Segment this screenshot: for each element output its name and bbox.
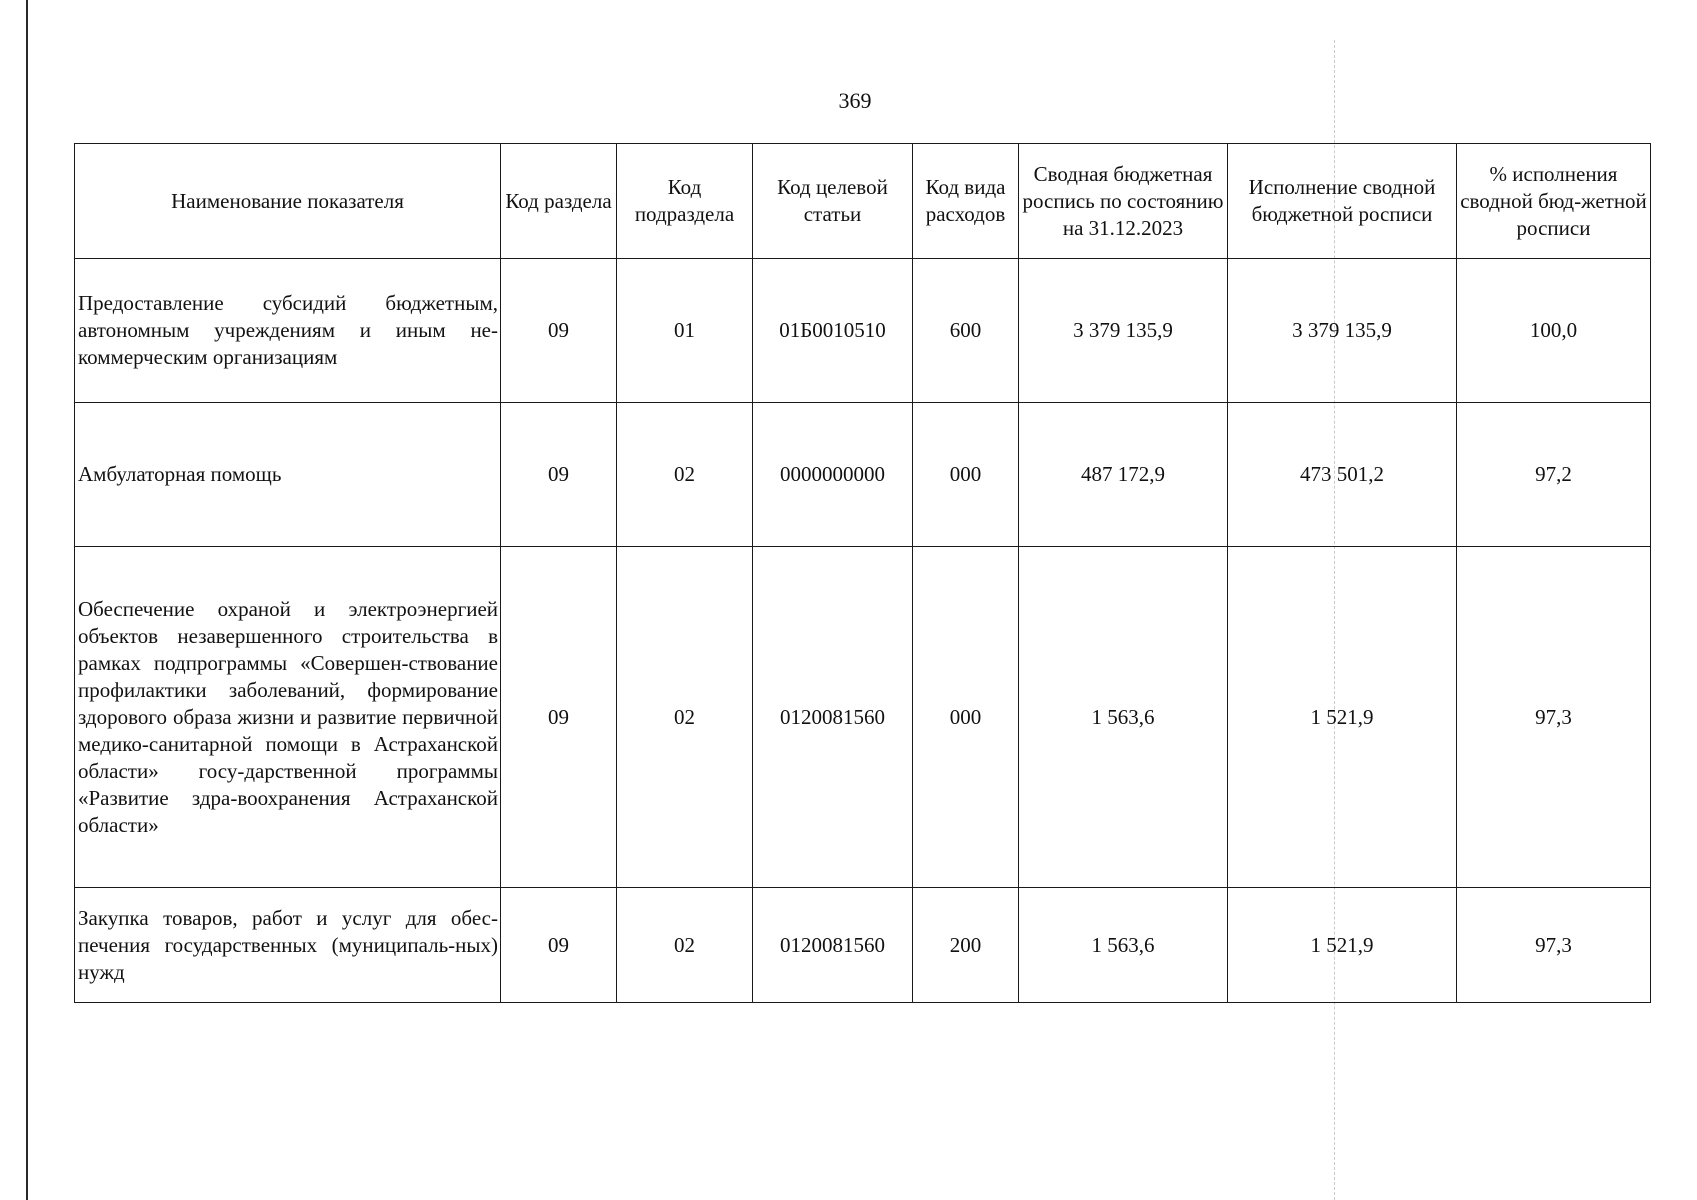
header-expense-kind-code: Код вида расходов [913, 144, 1019, 259]
cell-section-code: 09 [501, 259, 617, 403]
header-execution: Исполнение сводной бюджетной росписи [1228, 144, 1457, 259]
cell-section-code: 09 [501, 888, 617, 1003]
cell-percent: 100,0 [1457, 259, 1651, 403]
cell-name: Амбулаторная помощь [75, 403, 501, 547]
cell-execution: 473 501,2 [1228, 403, 1457, 547]
cell-subsection-code: 02 [617, 888, 753, 1003]
header-name: Наименование показателя [75, 144, 501, 259]
cell-plan: 1 563,6 [1019, 888, 1228, 1003]
header-subsection-code: Код подраздела [617, 144, 753, 259]
cell-target-code: 0000000000 [753, 403, 913, 547]
table-row [75, 888, 1651, 1003]
cell-name: Обеспечение охраной и электроэнергией объектов незавершенного строительства в рамках подпрограммы «Совершен-ствование профилактики заболеваний, формирование здорового образа жизни и развитие первичной медико-санитарной помощи в Астраханской области» госу-дарственной программы «Развитие здра-воохранения Астраханской области» [75, 547, 501, 888]
page-number: 369 [838, 88, 872, 113]
scan-left-edge [26, 0, 28, 1200]
cell-plan: 1 563,6 [1019, 547, 1228, 888]
cell-plan: 3 379 135,9 [1019, 259, 1228, 403]
table-header-row [75, 144, 1651, 259]
cell-expense-kind-code: 600 [913, 259, 1019, 403]
cell-percent: 97,2 [1457, 403, 1651, 547]
table-row [75, 259, 1651, 403]
cell-subsection-code: 01 [617, 259, 753, 403]
header-consolidated-plan: Сводная бюджетная роспись по состоянию на 31.12.2023 [1019, 144, 1228, 259]
cell-target-code: 0120081560 [753, 888, 913, 1003]
cell-section-code: 09 [501, 547, 617, 888]
cell-expense-kind-code: 200 [913, 888, 1019, 1003]
cell-subsection-code: 02 [617, 403, 753, 547]
cell-target-code: 01Б0010510 [753, 259, 913, 403]
table-row [75, 403, 1651, 547]
cell-section-code: 09 [501, 403, 617, 547]
cell-execution: 3 379 135,9 [1228, 259, 1457, 403]
cell-execution: 1 521,9 [1228, 547, 1457, 888]
cell-percent: 97,3 [1457, 547, 1651, 888]
cell-subsection-code: 02 [617, 547, 753, 888]
cell-target-code: 0120081560 [753, 547, 913, 888]
cell-name: Предоставление субсидий бюджетным, автономным учреждениям и иным не-коммерческим организациям [75, 259, 501, 403]
budget-table [74, 143, 1651, 1003]
header-execution-percent: % исполнения сводной бюд-жетной росписи [1457, 144, 1651, 259]
table-row [75, 547, 1651, 888]
cell-percent: 97,3 [1457, 888, 1651, 1003]
cell-plan: 487 172,9 [1019, 403, 1228, 547]
header-target-code: Код целевой статьи [753, 144, 913, 259]
cell-name: Закупка товаров, работ и услуг для обес-печения государственных (муниципаль-ных) нужд [75, 888, 501, 1003]
cell-expense-kind-code: 000 [913, 547, 1019, 888]
cell-expense-kind-code: 000 [913, 403, 1019, 547]
cell-execution: 1 521,9 [1228, 888, 1457, 1003]
header-section-code: Код раздела [501, 144, 617, 259]
